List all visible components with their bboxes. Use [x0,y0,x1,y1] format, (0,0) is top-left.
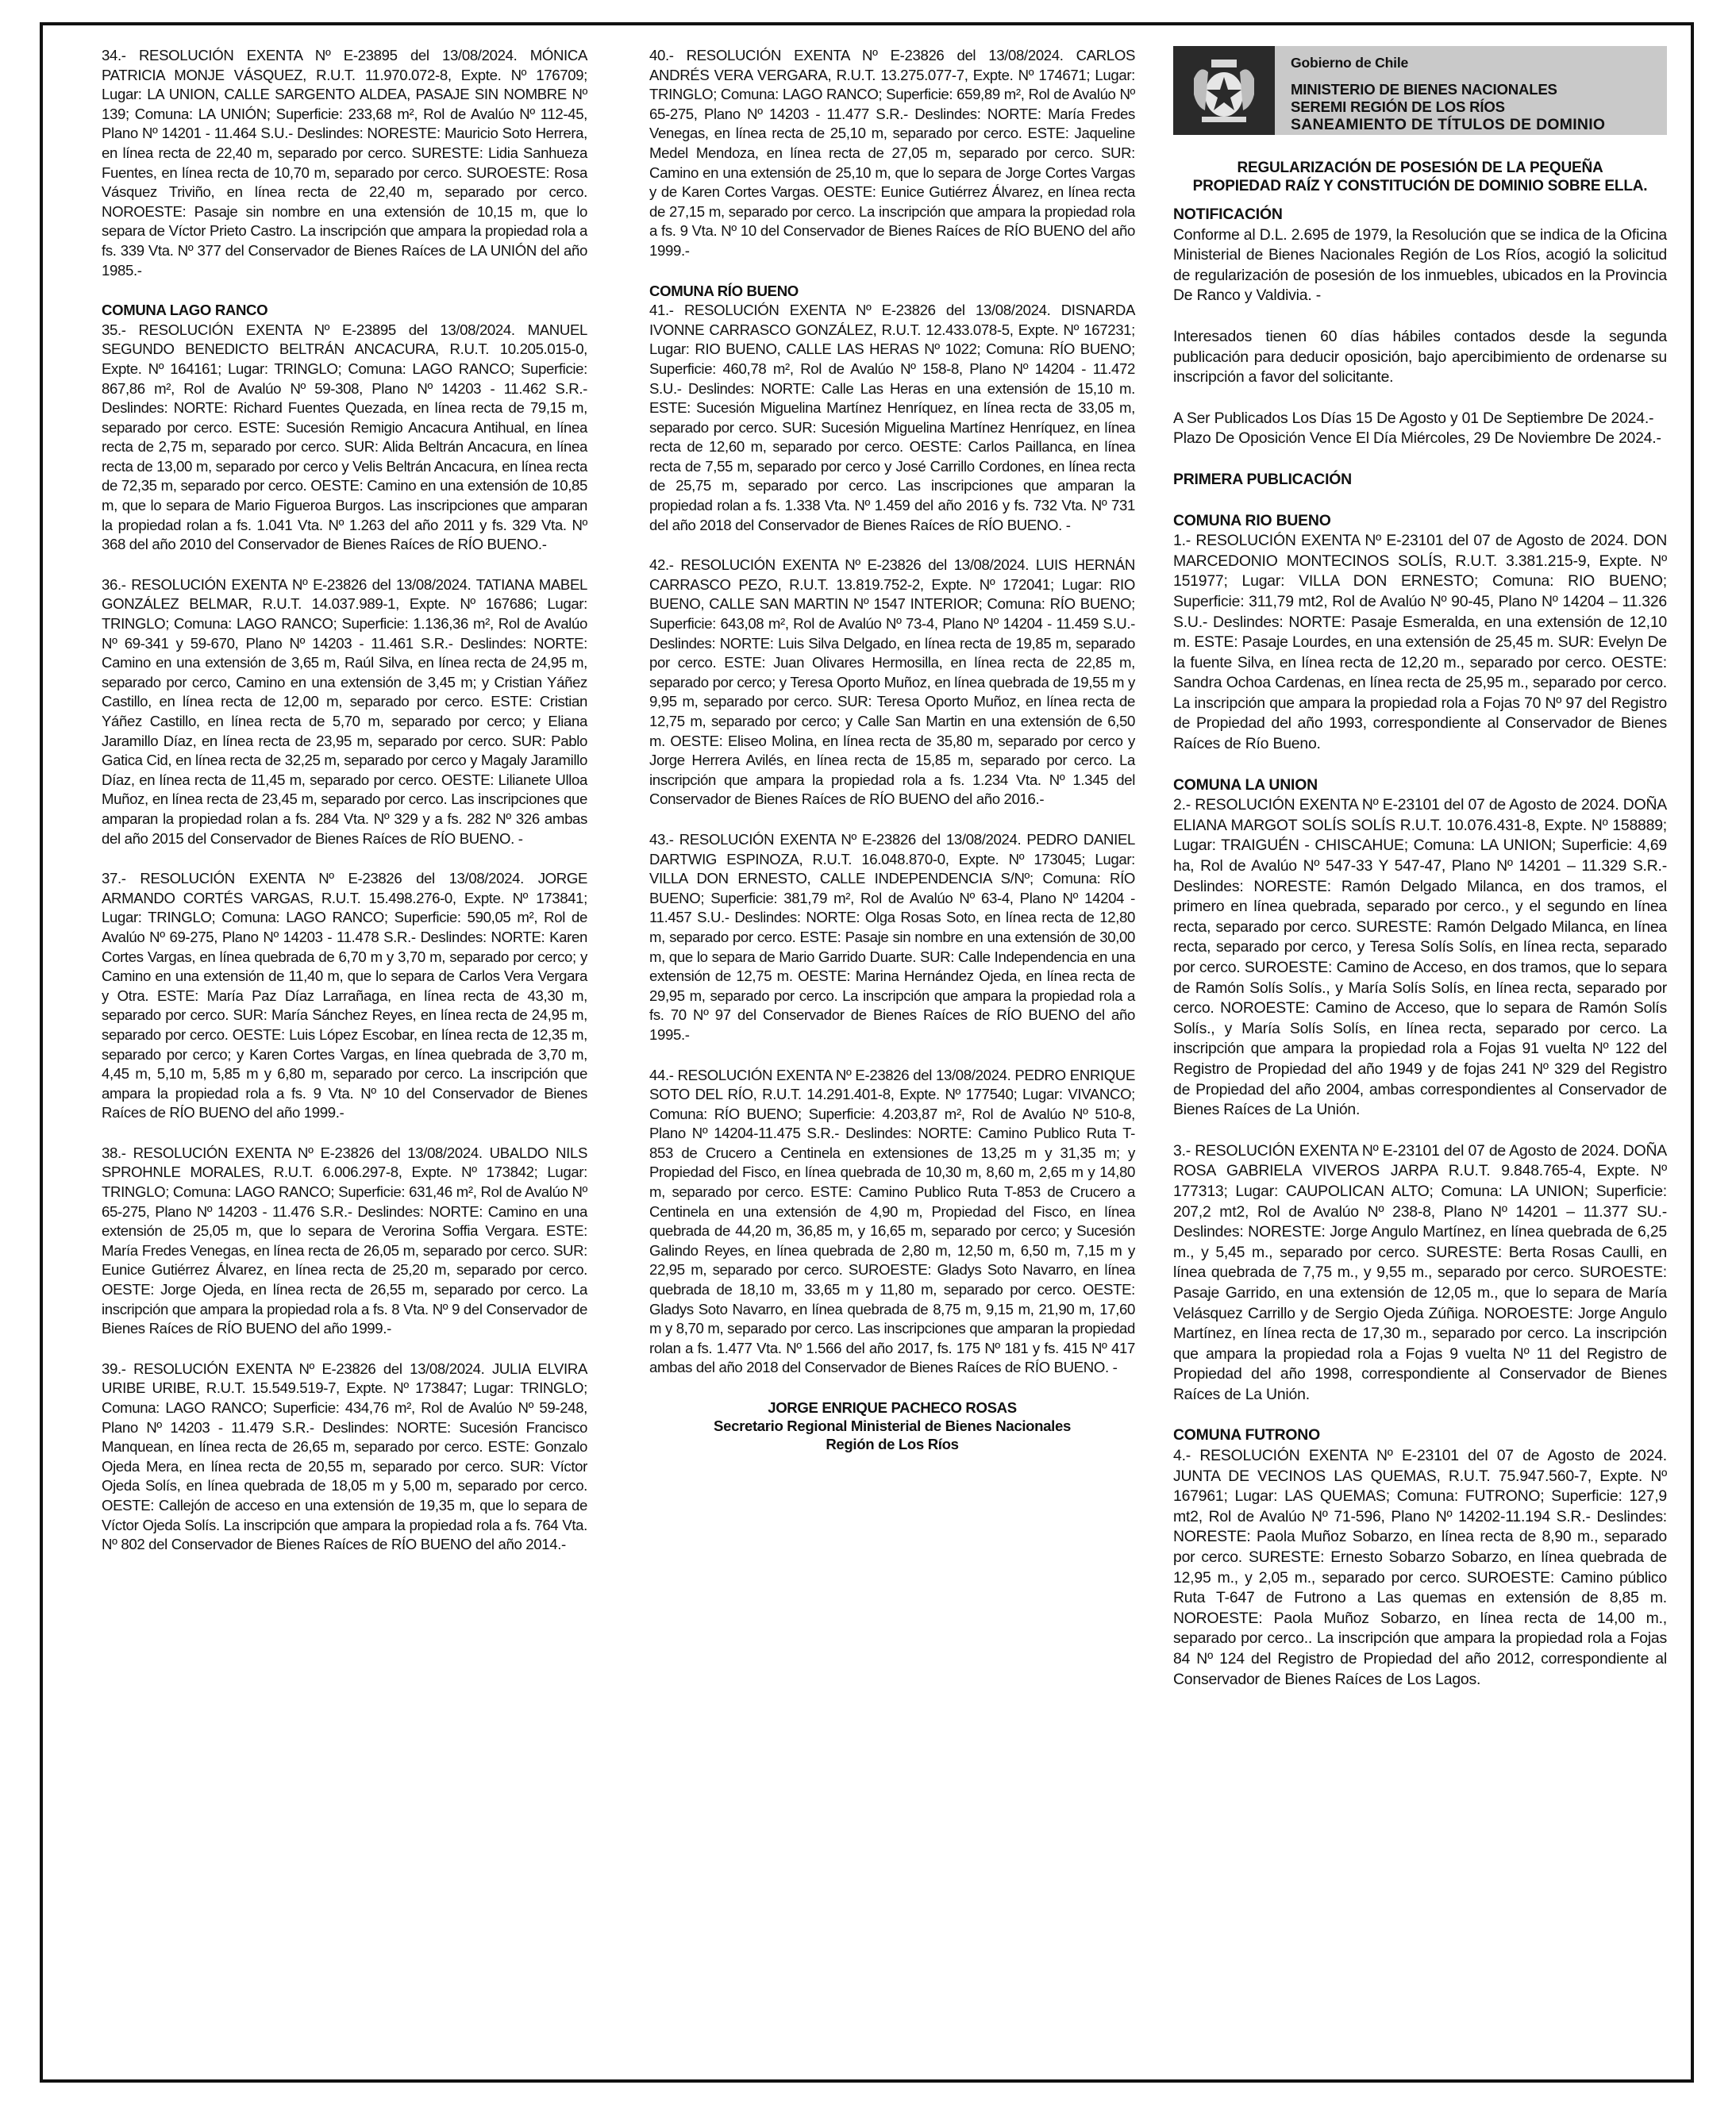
government-header [1173,46,1667,135]
publication-dates-text: A Ser Publicados Los Días 15 De Agosto y 01 De Septiembre De 2024.- [1173,409,1654,427]
resolution-entry: 41.- RESOLUCIÓN EXENTA Nº E-23826 del 13/08/2024. DISNARDA IVONNE CARRASCO GONZÁLEZ, R.U.T. 12.433.078-5, Expte. Nº 167231; Lugar: RIO BUENO, CALLE LAS HERAS Nº 1022; Comuna: RÍO BUENO; Superficie: 460,78 m², Rol de Avalúo Nº 158-8, Plano Nº 14204 - 11.472 S.U.- Deslindes: NORTE: Calle Las Heras en una extensión de 15,10 m. ESTE: Sucesión Miguelina Martínez Henríquez, en línea recta de 33,05 m, separado por cerco. SUR: Sucesión Miguelina Martínez Henríquez, en línea recta de 12,60 m, separado por cerco. OESTE: Carlos Paillanca, en línea recta de 7,55 m, separado por cerco y José Carrillo Cordones, en línea recta de 25,75 m, separado por cerco. Las inscripciones que amparan la propiedad rolan a fs. 1.338 Vta. Nº 1.459 del año 2016 y fs. 732 Vta. Nº 731 del año 2018 del Conservador de Bienes Raíces de RÍO BUENO. - [649,302,1135,533]
resolution-entry: 34.- RESOLUCIÓN EXENTA Nº E-23895 del 13/08/2024. MÓNICA PATRICIA MONJE VÁSQUEZ, R.U.T. 11.970.072-8, Expte. Nº 176709; Lugar: LA UNION, CALLE SARGENTO ALDEA, PASAJE SIN NOMBRE Nº 139; Comuna: LA UNIÓN; Superficie: 233,68 m², Rol de Avalúo Nº 112-45, Plano Nº 14201 - 11.464 S.U.- Deslindes: NORESTE: Mauricio Soto Herrera, en línea recta de 22,40 m, separado por cerco. SURESTE: Lidia Sanhueza Fuentes, en línea recta de 10,70 m, separado por cerco. SUROESTE: Rosa Vásquez Triviño, en línea recta de 22,40 m, separado por cerco. NOROESTE: Pasaje sin nombre en una extensión de 10,15 m, que lo separa de Víctor Prieto Castro. La inscripción que ampara la propiedad rola a fs. 339 Vta. Nº 377 del Conservador de Bienes Raíces de LA UNIÓN del año 1985.- [102,47,587,279]
notice-title-line: REGULARIZACIÓN DE POSESIÓN DE LA PEQUEÑA [1237,160,1603,176]
resolution-entry: 42.- RESOLUCIÓN EXENTA Nº E-23826 del 13/08/2024. LUIS HERNÁN CARRASCO PEZO, R.U.T. 13.819.752-2, Expte. Nº 172041; Lugar: RIO BUENO, CALLE SAN MARTIN Nº 1547 INTERIOR; Comuna: RÍO BUENO; Superficie: 643,08 m², Rol de Avalúo Nº 73-4, Plano Nº 14204 - 11.459 S.U.- Deslindes: NORTE: Luis Silva Delgado, en línea recta de 19,85 m, separado por cerco. ESTE: Juan Olivares Hermosilla, en línea recta de 22,85 m, separado por cerco; y Teresa Oporto Muñoz, en línea quebrada de 19,55 m y 9,95 m, separado por cerco. SUR: Teresa Oporto Muñoz, en línea recta de 12,75 m, separado por cerco; y Calle San Martin en una extensión de 6,50 m. OESTE: Eliseo Molina, en línea recta de 35,80 m, separado por cerco y Jorge Herrera Avilés, en línea recta de 15,85 m, separado por cerco. La inscripción que ampara la propiedad rola a fs. 1.234 Vta. Nº 1.345 del Conservador de Bienes Raíces de RÍO BUENO del año 2016.- [649,556,1135,808]
section-heading: COMUNA LA UNION [1173,775,1318,794]
resolution-entry: 3.- RESOLUCIÓN EXENTA Nº E-23101 del 07 de Agosto de 2024. DOÑA ROSA GABRIELA VIVEROS JARPA R.U.T. 9.848.765-4, Expte. Nº 177313; Lugar: CAUPOLICAN ALTO; Comuna: LA UNION; Superficie: 207,2 mt2, Rol de Avalúo Nº 238-8, Plano Nº 14201 – 11.377 SU.- Deslindes: NORESTE: Jorge Angulo Martínez, en línea quebrada de 6,25 m., y 5,45 m., separado por cerco. SURESTE: Berta Rosas Caulli, en línea quebrada de 7,75 m., y 9,55 m., separado por cerco. SUROESTE: Pasaje Garrido, en una extensión de 12,05 m., que lo separa de María Velásquez Carrillo y de Sergio Ojeda Zúñiga. NOROESTE: Jorge Angulo Martínez, en línea recta de 17,30 m., separado por cerco. La inscripción que ampara la propiedad rola a Fojas 9 vuelta Nº 11 del Registro de Propiedad del año 1998, correspondiente al Conservador de Bienes Raíces de La Unión. [1173,1141,1667,1403]
gobierno-label: Gobierno de Chile [1291,55,1409,71]
resolution-entry: 43.- RESOLUCIÓN EXENTA Nº E-23826 del 13/08/2024. PEDRO DANIEL DARTWIG ESPINOZA, R.U.T. 16.048.870-0, Expte. Nº 173045; Lugar: VILLA DON ERNESTO, CALLE INDEPENDENCIA S/Nº; Comuna: RÍO BUENO; Superficie: 381,79 m², Rol de Avalúo Nº 63-4, Plano Nº 14204 - 11.457 S.U.- Deslindes: NORTE: Olga Rosas Soto, en línea recta de 12,80 m, separado por cerco. ESTE: Pasaje sin nombre en una extensión de 30,00 m, que lo separa de Mario Garrido Duarte. SUR: Calle Independencia en una extensión de 12,75 m. OESTE: Marina Hernández Ojeda, en línea recta de 29,95 m, separado por cerco. La inscripción que ampara la propiedad rola a fs. 70 Nº 97 del Conservador de Bienes Raíces de RÍO BUENO del año 1995.- [649,830,1135,1043]
resolution-entry: 44.- RESOLUCIÓN EXENTA Nº E-23826 del 13/08/2024. PEDRO ENRIQUE SOTO DEL RÍO, R.U.T. 14.291.401-8, Expte. Nº 177540; Lugar: VIVANCO; Comuna: RÍO BUENO; Superficie: 4.203,87 m², Rol de Avalúo Nº 510-8, Plano Nº 14204-11.475 S.R.- Deslindes: NORTE: Camino Publico Ruta T-853 de Crucero a Centinela en extensiones de 13,25 m y 31,35 m; y Propiedad del Fisco, en línea quebrada de 10,30 m, 8,60 m, 2,65 m y 14,80 m, separado por cerco. ESTE: Camino Publico Ruta T-853 de Crucero a Centinela en una extensión de 4,90 m, Propiedad del Fisco, en línea quebrada de 44,20 m, 36,85 m, y 16,65 m, separado por cerco; y Sucesión Galindo Reyes, en línea quebrada de 2,80 m, 12,50 m, 6,50 m, 7,15 m y 22,95 m, separado por cerco. SUROESTE: Gladys Soto Navarro, en línea quebrada de 18,10 m, 33,65 m y 11,80 m, separado por cerco. OESTE: Gladys Soto Navarro, en línea quebrada de 8,75 m, 9,15 m, 21,90 m, 17,60 m y 8,70 m, separado por cerco. Las inscripciones que amparan la propiedad rolan a fs. 1.477 Vta. Nº 1.566 del año 2017, fs. 175 Nº 181 y fs. 415 Nº 417 ambas del año 2018 del Conservador de Bienes Raíces de RÍO BUENO. - [649,1066,1135,1376]
saneamiento-label: SANEAMIENTO DE TÍTULOS DE DOMINIO [1291,116,1606,133]
primera-publicacion-heading: PRIMERA PUBLICACIÓN [1173,470,1352,488]
notice-title-line: PROPIEDAD RAÍZ Y CONSTITUCIÓN DE DOMINIO SOBRE ELLA. [1192,178,1648,194]
opposition-deadline-text: Plazo De Oposición Vence El Día Miércoles, 29 De Noviembre De 2024.- [1173,429,1661,448]
chilean-coat-of-arms-icon [1173,46,1275,135]
ministerio-label: MINISTERIO DE BIENES NACIONALES [1291,81,1557,98]
notice-title [1173,159,1667,195]
column-2 [649,46,1135,1453]
interesados-text: Interesados tienen 60 días hábiles contados desde la segunda publicación para deducir oposición, bajo apercibimiento de ordenarse su inscripción a favor del solicitante. [1173,327,1667,387]
resolution-entry: 36.- RESOLUCIÓN EXENTA Nº E-23826 del 13/08/2024. TATIANA MABEL GONZÁLEZ BELMAR, R.U.T. 14.037.989-1, Expte. Nº 167686; Lugar: TRINGLO; Comuna: LAGO RANCO; Superficie: 1.136,36 m², Rol de Avalúo Nº 69-341 y 59-670, Plano Nº 14203 - 11.461 S.R.- Deslindes: NORTE: Camino en una extensión de 3,65 m, Raúl Silva, en línea recta de 24,95 m, separado por cerco, Camino en una extensión de 3,45 m; y Cristian Yáñez Castillo, en línea recta de 12,00 m, separado por cerco. ESTE: Cristian Yáñez Castillo, en línea recta de 5,70 m, separado por cerco; y Eliana Jaramillo Díaz, en línea recta de 23,95 m, separado por cerco. SUR: Pablo Gatica Cid, en línea recta de 32,25 m, separado por cerco y Magaly Jaramillo Díaz, en línea recta de 11,45 m, separado por cerco. OESTE: Lilianete Ulloa Muñoz, en línea recta de 23,45 m, separado por cerco. Las inscripciones que amparan la propiedad rolan a fs. 284 Vta. Nº 329 y a fs. 282 Nº 326 ambas del año 2015 del Conservador de Bienes Raíces de RÍO BUENO. - [102,575,587,847]
signatory-role: Secretario Regional Ministerial de Bienes Nacionales [714,1418,1071,1434]
section-heading: COMUNA RIO BUENO [1173,511,1331,529]
resolution-entry: 38.- RESOLUCIÓN EXENTA Nº E-23826 del 13/08/2024. UBALDO NILS SPROHNLE MORALES, R.U.T. 6.006.297-8, Expte. Nº 173842; Lugar: TRINGLO; Comuna: LAGO RANCO; Superficie: 631,46 m², Rol de Avalúo Nº 65-275, Plano Nº 14203 - 11.476 S.R.- Deslindes: NORTE: Camino en una extensión de 25,05 m, que lo separa de Verorina Soffia Vergara. ESTE: María Fredes Venegas, en línea recta de 26,05 m, separado por cerco. SUR: Eunice Gutiérrez Álvarez, en línea recta de 25,20 m, separado por cerco. OESTE: Jorge Ojeda, en línea recta de 26,55 m, separado por cerco. La inscripción que ampara la propiedad rola a fs. 8 Vta. Nº 9 del Conservador de Bienes Raíces de RÍO BUENO del año 1999.- [102,1144,587,1337]
seremi-label: SEREMI REGIÓN DE LOS RÍOS [1291,98,1505,115]
resolution-entry: 40.- RESOLUCIÓN EXENTA Nº E-23826 del 13/08/2024. CARLOS ANDRÉS VERA VERGARA, R.U.T. 13.275.077-7, Expte. Nº 174671; Lugar: TRINGLO; Comuna: LAGO RANCO; Superficie: 659,89 m², Rol de Avalúo Nº 65-275, Plano Nº 14203 - 11.477 S.R.- Deslindes: NORTE: María Fredes Venegas, en línea recta de 25,10 m, separado por cerco. ESTE: Jaqueline Medel Mendoza, en línea recta de 27,05 m, separado por cerco. SUR: Camino en una extensión de 25,10 m, que lo separa de Jorge Cortes Vargas y de Karen Cortes Vargas. OESTE: Eunice Gutiérrez Álvarez, en línea recta de 27,15 m, separado por cerco. La inscripción que ampara la propiedad rola a fs. 9 Vta. Nº 10 del Conservador de Bienes Raíces de RÍO BUENO del año 1999.- [649,47,1135,259]
resolution-entry: 39.- RESOLUCIÓN EXENTA Nº E-23826 del 13/08/2024. JULIA ELVIRA URIBE URIBE, R.U.T. 15.549.519-7, Expte. Nº 173847; Lugar: TRINGLO; Comuna: LAGO RANCO; Superficie: 434,76 m², Rol de Avalúo Nº 59-248, Plano Nº 14203 - 11.479 S.R.- Deslindes: NORTE: Sucesión Francisco Manquean, en línea recta de 26,65 m, separado por cerco. ESTE: Gonzalo Ojeda Mera, en línea recta de 20,55 m, separado por cerco. SUR: Víctor Ojeda Solís, en línea quebrada de 18,05 m y 5,00 m, separado por cerco. OESTE: Callejón de acceso en una extensión de 19,35 m, que lo separa de Víctor Ojeda Solís. La inscripción que ampara la propiedad rola a fs. 764 Vta. Nº 802 del Conservador de Bienes Raíces de RÍO BUENO del año 2014.- [102,1360,587,1553]
resolution-entry: 2.- RESOLUCIÓN EXENTA Nº E-23101 del 07 de Agosto de 2024. DOÑA ELIANA MARGOT SOLÍS SOLÍS R.U.T. 10.076.431-8, Expte. Nº 158889; Lugar: TRAIGUÉN - CHISCAHUE; Comuna: LA UNION; Superficie: 4,69 ha, Rol de Avalúo Nº 547-33 Y 547-47, Plano Nº 14201 – 11.329 S.R.- Deslindes: NORESTE: Ramón Delgado Milanca, en dos tramos, el primero en línea quebrada, separado por cerco., y el segundo en línea recta, separado por cerco. SURESTE: Ramón Delgado Milanca, en línea recta, separado por cerco, y Teresa Solís Solís, en línea recta, separado por cerco. SUROESTE: Camino de Acceso, en dos tramos, que lo separa de Ramón Solís Solís., y María Solís Solís, en línea recta, separado por cerco. NOROESTE: Camino de Acceso, que lo separa de Ramón Solís Solís., y María Solís Solís, en línea recta, separado por cerco. La inscripción que ampara la propiedad rola a Fojas 91 vuelta Nº 122 del Registro de Propiedad del año 1949 y de fojas 241 Nº 329 del Registro de Propiedad del año 2004, ambas correspondientes al Conservador de Bienes Raíces de La Unión. [1173,796,1667,1119]
signature-block [649,1398,1135,1453]
government-header-text [1275,46,1605,135]
column-3 [1173,46,1667,1710]
notificacion-heading: NOTIFICACIÓN [1173,206,1283,223]
notificacion-text: Conforme al D.L. 2.695 de 1979, la Resolución que se indica de la Oficina Ministerial de Bienes Nacionales Región de Los Ríos, acogió la solicitud de regularización de posesión de los inmuebles, ubicados en la Provincia De Ranco y Valdivia. - [1173,225,1667,305]
section-heading: COMUNA FUTRONO [1173,1426,1320,1444]
signatory-region: Región de Los Ríos [826,1436,959,1452]
resolution-entry: 35.- RESOLUCIÓN EXENTA Nº E-23895 del 13/08/2024. MANUEL SEGUNDO BENEDICTO BELTRÁN ANCACURA, R.U.T. 10.205.015-0, Expte. Nº 164161; Lugar: TRINGLO; Comuna: LAGO RANCO; Superficie: 867,86 m², Rol de Avalúo Nº 59-308, Plano Nº 14203 - 11.462 S.R.- Deslindes: NORTE: Richard Fuentes Quezada, en línea recta de 79,15 m, separado por cerco. ESTE: Sucesión Remigio Ancacura Antihual, en línea recta de 2,75 m, separado por cerco. SUR: Alida Beltrán Ancacura, en línea recta de 13,00 m, separado por cerco y Velis Beltrán Ancacura, en línea recta de 72,35 m, separado por cerco. OESTE: Camino en una extensión de 10,85 m, que lo separa de Mario Figueroa Burgos. Las inscripciones que amparan la propiedad rolan a fs. 1.041 Vta. Nº 1.263 del año 2011 y fs. 329 Vta. Nº 368 del año 2010 del Conservador de Bienes Raíces de RÍO BUENO.- [102,321,587,553]
signatory-name: JORGE ENRIQUE PACHECO ROSAS [768,1399,1017,1416]
resolution-entry: 4.- RESOLUCIÓN EXENTA Nº E-23101 del 07 de Agosto de 2024. JUNTA DE VECINOS LAS QUEMAS, R.U.T. 75.947.560-7, Expte. Nº 167961; Lugar: LAS QUEMAS; Comuna: FUTRONO; Superficie: 127,9 mt2, Rol de Avalúo Nº 71-596, Plano Nº 14202-11.194 S.R.- Deslindes: NORESTE: Paola Muñoz Sobarzo, en línea recta de 8,90 m., separado por cerco. SURESTE: Ernesto Sobarzo Sobarzo, en línea quebrada de 12,95 m., y 2,05 m., separado por cerco. SUROESTE: Camino público Ruta T-647 de Futrono a Las quemas en extensión de 8,85 m. NOROESTE: Paola Muñoz Sobarzo, en línea recta de 14,00 m., separado por cerco.. La inscripción que ampara la propiedad rola a Fojas 84 Nº 124 del Registro de Propiedad del año 2012, correspondiente al Conservador de Bienes Raíces de Los Lagos. [1173,1447,1667,1688]
section-heading: COMUNA RÍO BUENO [649,282,799,299]
resolution-entry: 1.- RESOLUCIÓN EXENTA Nº E-23101 del 07 de Agosto de 2024. DON MARCEDONIO MONTECINOS SOLÍS, R.U.T. 3.381.215-9, Expte. Nº 151977; Lugar: VILLA DON ERNESTO; Comuna: RIO BUENO; Superficie: 311,79 mt2, Rol de Avalúo Nº 90-45, Plano Nº 14204 – 11.326 S.U.- Deslindes: NORTE: Pasaje Esmeralda, en una extensión de 12,10 m. ESTE: Pasaje Lourdes, en una extensión de 25,45 m. SUR: Evelyn De la fuente Silva, en línea recta de 12,20 m., separado por cerco. OESTE: Sandra Ochoa Cardenas, en línea recta de 25,95 m., separado por cerco. La inscripción que ampara la propiedad rola a Fojas 70 Nº 97 del Registro de Propiedad del año 1993, correspondiente al Conservador de Bienes Raíces de Río Bueno. [1173,532,1667,753]
column-1 [102,46,587,1575]
section-heading: COMUNA LAGO RANCO [102,302,268,319]
resolution-entry: 37.- RESOLUCIÓN EXENTA Nº E-23826 del 13/08/2024. JORGE ARMANDO CORTÉS VARGAS, R.U.T. 15.498.276-0, Expte. Nº 173841; Lugar: TRINGLO; Comuna: LAGO RANCO; Superficie: 590,05 m², Rol de Avalúo Nº 69-275, Plano Nº 14203 - 11.478 S.R.- Deslindes: NORTE: Karen Cortes Vargas, en línea quebrada de 6,70 m y 3,70 m, separado por cerco; y Camino en una extensión de 11,40 m, que lo separa de Carlos Vera Vergara y Otra. ESTE: María Paz Díaz Larrañaga, en línea recta de 43,30 m, separado por cerco. SUR: María Sánchez Reyes, en línea recta de 24,95 m, separado por cerco. OESTE: Luis López Escobar, en línea recta de 12,35 m, separado por cerco; y Karen Cortes Vargas, en línea quebrada de 3,70 m, 4,45 m, 5,10 m, 5,85 m y 6,80 m, separado por cerco. La inscripción que ampara la propiedad rola a fs. 9 Vta. Nº 10 del Conservador de Bienes Raíces de RÍO BUENO del año 1999.- [102,870,587,1121]
